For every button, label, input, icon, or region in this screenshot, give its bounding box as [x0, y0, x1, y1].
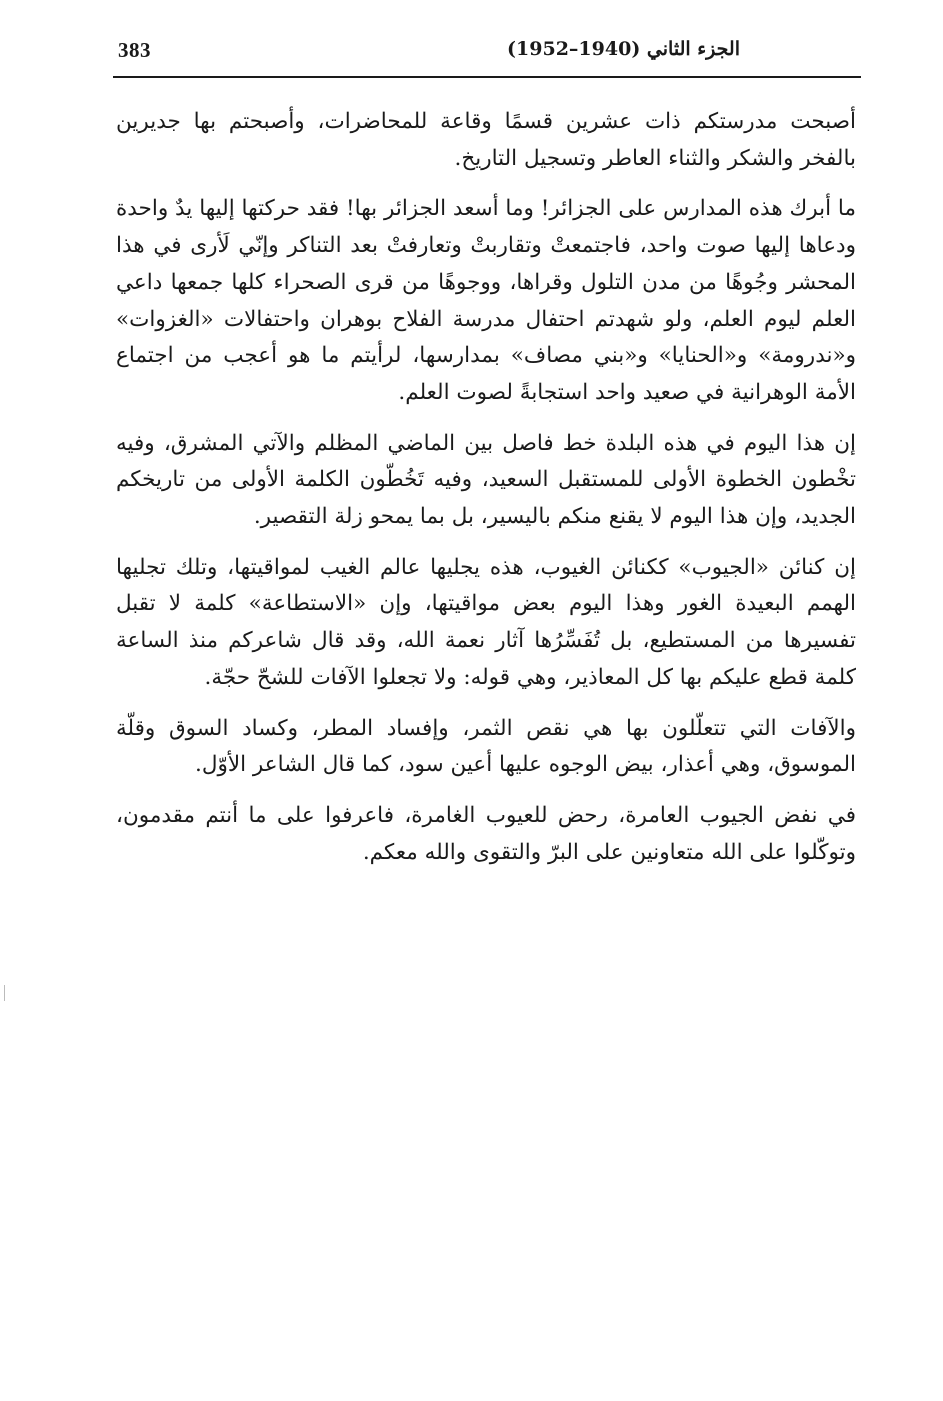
paragraph-5: والآفات التي تتعلّلون بها هي نقص الثمر، وإفساد المطر، وكساد السوق وقلّة الموسوق، وهي أعذار، بيض الوجوه عليها أعين سود، كما قال الشاعر الأوّل. — [116, 715, 856, 778]
page-number: 383 — [118, 38, 151, 62]
paragraph-2: ما أبرك هذه المدارس على الجزائر! وما أسعد الجزائر بها! فقد حركتها إليها يدٌ واحدة ودعاها إليها صوت واحد، فاجتمعتْ وتقاربتْ وتعارفتْ بعد التناكر وإنّي لَأرى في هذا المحشر وجُوهًا من مدن التلول وقراها، ووجوهًا من قرى الصحراء كلها جمعها داعي العلم ليوم العلم، ولو شهدتم احتفال مدرسة الفلاح بوهران واحتفالات «الغزوات» و«ندرومة» و«الحنايا» و«بني مصاف» بمدارسها، لرأيتم ما هو أعجب من اجتماع الأمة الوهرانية في صعيد واحد استجابةً لصوت العلم. — [116, 196, 856, 405]
paragraph-1: أصبحت مدرستكم ذات عشرين قسمًا وقاعة للمحاضرات، وأصبحتم بها جديرين بالفخر والشكر والثناء العاطر وتسجيل التاريخ. — [116, 109, 856, 171]
paragraph-4: إن كنائن «الجيوب» ككنائن الغيوب، هذه يجليها عالم الغيب لمواقيتها، وتلك تجليها الهمم البعيدة الغور وهذا اليوم بعض مواقيتها، وإن «الاستطاعة» كلمة لا تقبل تفسيرها من المستطيع، بل تُفَسِّرُها آثار نعمة الله، وقد قال شاعركم منذ الساعة كلمة قطع عليكم بها كل المعاذير، وهي قوله: ولا تجعلوا الآفات للشحّ حجّة. — [116, 554, 856, 690]
paragraph-6: في نفض الجيوب العامرة، رحض للعيوب الغامرة، فاعرفوا على ما أنتم مقدمون، وتوكّلوا على الله متعاونين على البرّ والتقوى والله معكم. — [116, 802, 856, 865]
header-rule — [113, 76, 861, 78]
body-text — [116, 104, 856, 885]
scan-margin-mark — [4, 985, 5, 1001]
paragraph-3: إن هذا اليوم في هذه البلدة خط فاصل بين الماضي المظلم والآتي المشرق، وفيه تخْطون الخطوة الأولى للمستقبل السعيد، وفيه تَخُطّون الكلمة الأولى من تاريخكم الجديد، وإن هذا اليوم لا يقنع منكم باليسير، بل بما يمحو زلة التقصير. — [116, 430, 856, 530]
running-title: الجزء الثاني (1940–1952) — [507, 38, 740, 60]
page-header — [118, 36, 858, 72]
